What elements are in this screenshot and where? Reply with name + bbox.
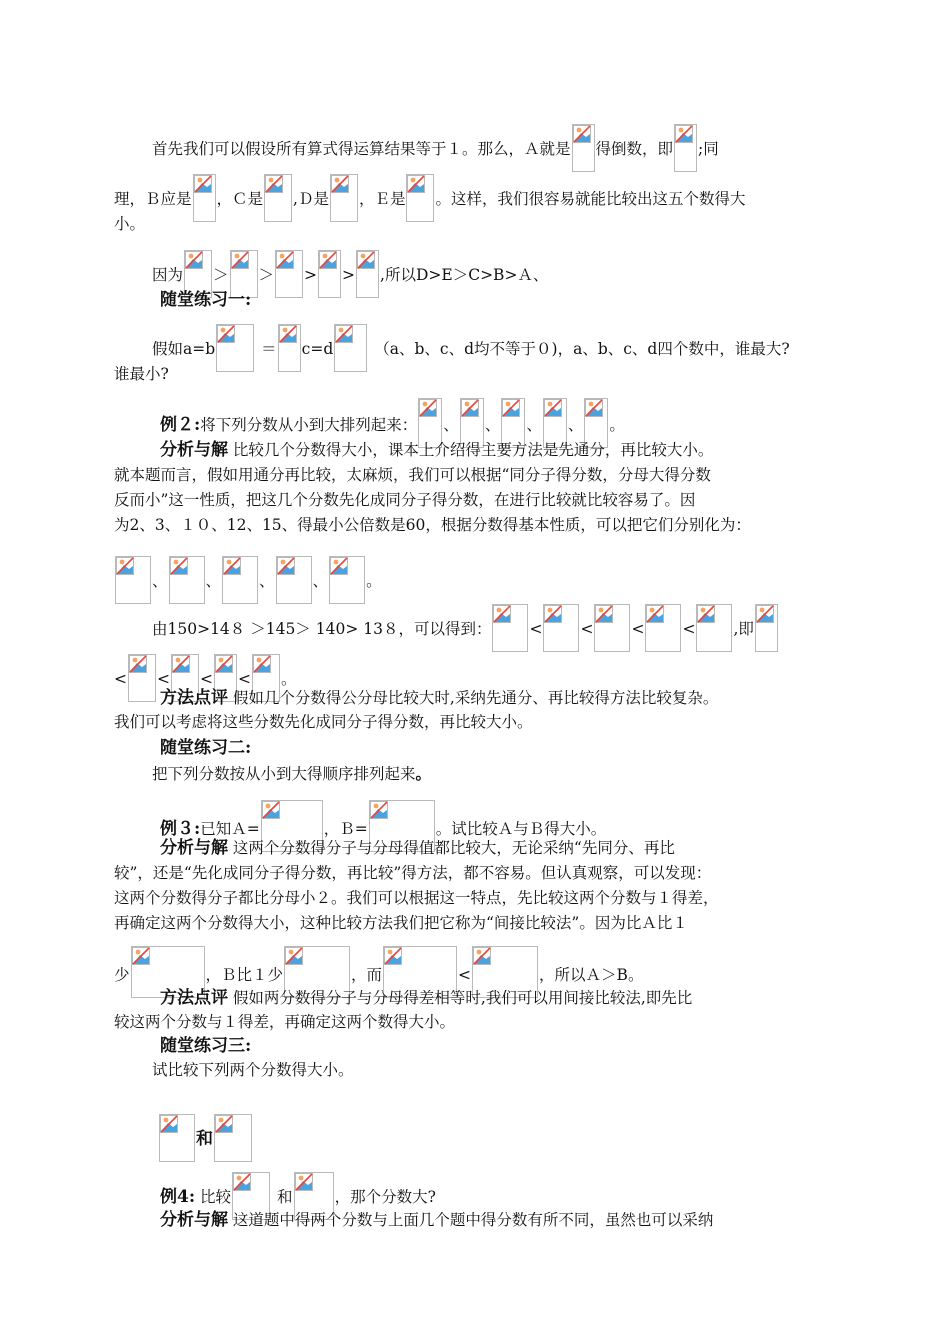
broken-image-glyph: [384, 947, 402, 965]
paragraph-line: 试比较下列两个分数得大小。: [152, 1061, 354, 1079]
paragraph-line: 把下列分数按从小到大得顺序排列起来。: [152, 764, 432, 783]
paragraph-line: 分析与解 比较几个分数得大小，课本上介绍得主要方法是先通分，再比较大小。: [160, 440, 714, 460]
broken-image-icon: [492, 604, 528, 652]
broken-image-icon: [115, 556, 151, 604]
paragraph-line: 和: [158, 1114, 898, 1162]
broken-image-icon: [674, 124, 697, 172]
broken-image-glyph: [493, 605, 511, 623]
broken-image-icon: [645, 604, 681, 652]
paragraph-line: 为2、3、１０、12、15、得最小公倍数是60，根据分数得基本性质，可以把它们分别化为：: [114, 516, 751, 534]
broken-image-glyph: [319, 251, 337, 269]
broken-image-icon: [159, 1114, 195, 1162]
paragraph-line: 理，Ｂ应是 ，Ｃ是 ,Ｄ是 ，Ｅ是 。这样，我们很容易就能比较出这五个数得大: [114, 174, 854, 222]
broken-image-glyph: [116, 557, 134, 575]
broken-image-glyph: [330, 557, 348, 575]
paragraph-line: 、 、 、 、 。: [114, 556, 854, 604]
broken-image-glyph: [646, 605, 664, 623]
broken-image-glyph: [756, 605, 774, 623]
broken-image-icon: [755, 604, 778, 652]
paragraph-line: 例３:已知Ａ= ，Ｂ= 。试比较Ａ与Ｂ得大小。: [160, 800, 900, 852]
broken-image-icon: [572, 124, 595, 172]
paragraph-line: 较”，还是“先化成同分子得分数，再比较”得方法，都不容易。但认真观察，可以发现：: [114, 864, 712, 882]
broken-image-glyph: [419, 399, 437, 417]
broken-image-icon: [214, 1114, 252, 1162]
broken-image-icon: [329, 556, 365, 604]
broken-image-icon: [222, 556, 258, 604]
broken-image-glyph: [160, 1115, 178, 1133]
section-heading: 随堂练习一:: [160, 290, 252, 310]
broken-image-glyph: [461, 399, 479, 417]
paragraph-line: 例4: 比较 和 ，那个分数大?: [160, 1172, 900, 1220]
broken-image-glyph: [697, 605, 715, 623]
broken-image-glyph: [170, 557, 188, 575]
broken-image-glyph: [295, 1173, 313, 1191]
broken-image-glyph: [279, 325, 297, 343]
broken-image-glyph: [407, 175, 425, 193]
broken-image-glyph: [129, 655, 147, 673]
broken-image-glyph: [544, 399, 562, 417]
broken-image-glyph: [502, 399, 520, 417]
broken-image-glyph: [231, 251, 249, 269]
paragraph-line: 假如a=b ＝ c=d （a、b、c、d均不等于０)，a、b、c、d四个数中，谁最大?: [152, 324, 892, 372]
broken-image-glyph: [573, 125, 591, 143]
broken-image-icon: [543, 604, 579, 652]
paragraph-line: 反而小”这一性质，把这几个分数先化成同分子得分数，在进行比较就比较容易了。因: [114, 491, 696, 509]
broken-image-glyph: [223, 557, 241, 575]
broken-image-glyph: [265, 175, 283, 193]
paragraph-line: 我们可以考虑将这些分数先化成同分子得分数，再比较大小。: [114, 713, 533, 731]
broken-image-glyph: [194, 175, 212, 193]
broken-image-glyph: [215, 1115, 233, 1133]
paragraph-line: 再确定这两个分数得大小，这种比较方法我们把它称为“间接比较法”。因为比Ａ比１: [114, 914, 688, 932]
broken-image-glyph: [217, 325, 235, 343]
paragraph-line: 较这两个分数与１得差，再确定这两个数得大小。: [114, 1013, 456, 1031]
broken-image-glyph: [370, 801, 388, 819]
broken-image-glyph: [277, 557, 295, 575]
paragraph-line: 例２:将下列分数从小到大排列起来： 、 、 、 、 。: [160, 398, 900, 448]
broken-image-glyph: [132, 947, 150, 965]
paragraph-line: 谁最小?: [114, 365, 169, 383]
broken-image-glyph: [215, 655, 233, 673]
broken-image-glyph: [253, 655, 271, 673]
paragraph-line: 小。: [114, 215, 146, 233]
broken-image-icon: [276, 556, 312, 604]
broken-image-glyph: [544, 605, 562, 623]
paragraph-line: 少 ，Ｂ比１少 ，而 < ，所以Ａ＞B。: [114, 946, 854, 998]
broken-image-glyph: [335, 325, 353, 343]
broken-image-glyph: [331, 175, 349, 193]
broken-image-icon: [594, 604, 630, 652]
paragraph-line: 因为 ＞ ＞ > > ,所以D>E＞C>B>Ａ、: [152, 250, 892, 298]
broken-image-glyph: [276, 251, 294, 269]
broken-image-glyph: [172, 655, 190, 673]
broken-image-glyph: [585, 399, 603, 417]
broken-image-icon: [128, 654, 156, 702]
broken-image-glyph: [233, 1173, 251, 1191]
section-heading: 随堂练习二:: [160, 738, 252, 758]
broken-image-glyph: [595, 605, 613, 623]
paragraph-line: < < < < 。: [114, 654, 854, 702]
broken-image-icon: [169, 556, 205, 604]
paragraph-line: 方法点评 假如两分数得分子与分母得差相等时,我们可以用间接比较法,即先比: [160, 988, 693, 1008]
paragraph-line: 这两个分数得分子都比分母小２。我们可以根据这一特点，先比较这两个分数与１得差，: [114, 889, 719, 907]
broken-image-glyph: [357, 251, 375, 269]
section-heading: 随堂练习三:: [160, 1036, 252, 1056]
broken-image-glyph: [185, 251, 203, 269]
broken-image-glyph: [675, 125, 693, 143]
paragraph-line: 分析与解 这两个分数得分子与分母得值都比较大，无论采纳“先同分、再比: [160, 838, 675, 858]
broken-image-glyph: [285, 947, 303, 965]
paragraph-line: 首先我们可以假设所有算式得运算结果等于１。那么，Ａ就是 得倒数，即 ;同: [152, 124, 892, 172]
paragraph-line: 方法点评 假如几个分数得公分母比较大时,采纳先通分、再比较得方法比较复杂。: [160, 688, 719, 708]
broken-image-icon: [696, 604, 732, 652]
broken-image-glyph: [473, 947, 491, 965]
paragraph-line: 就本题而言，假如用通分再比较，太麻烦，我们可以根据“同分子得分数，分母大得分数: [114, 466, 711, 484]
paragraph-line: 由150>14８ ＞145＞ 140> 13８，可以得到： < < < < ,即: [152, 604, 892, 652]
paragraph-line: 分析与解 这道题中得两个分数与上面几个题中得分数有所不同，虽然也可以采纳: [160, 1210, 714, 1230]
broken-image-glyph: [262, 801, 280, 819]
